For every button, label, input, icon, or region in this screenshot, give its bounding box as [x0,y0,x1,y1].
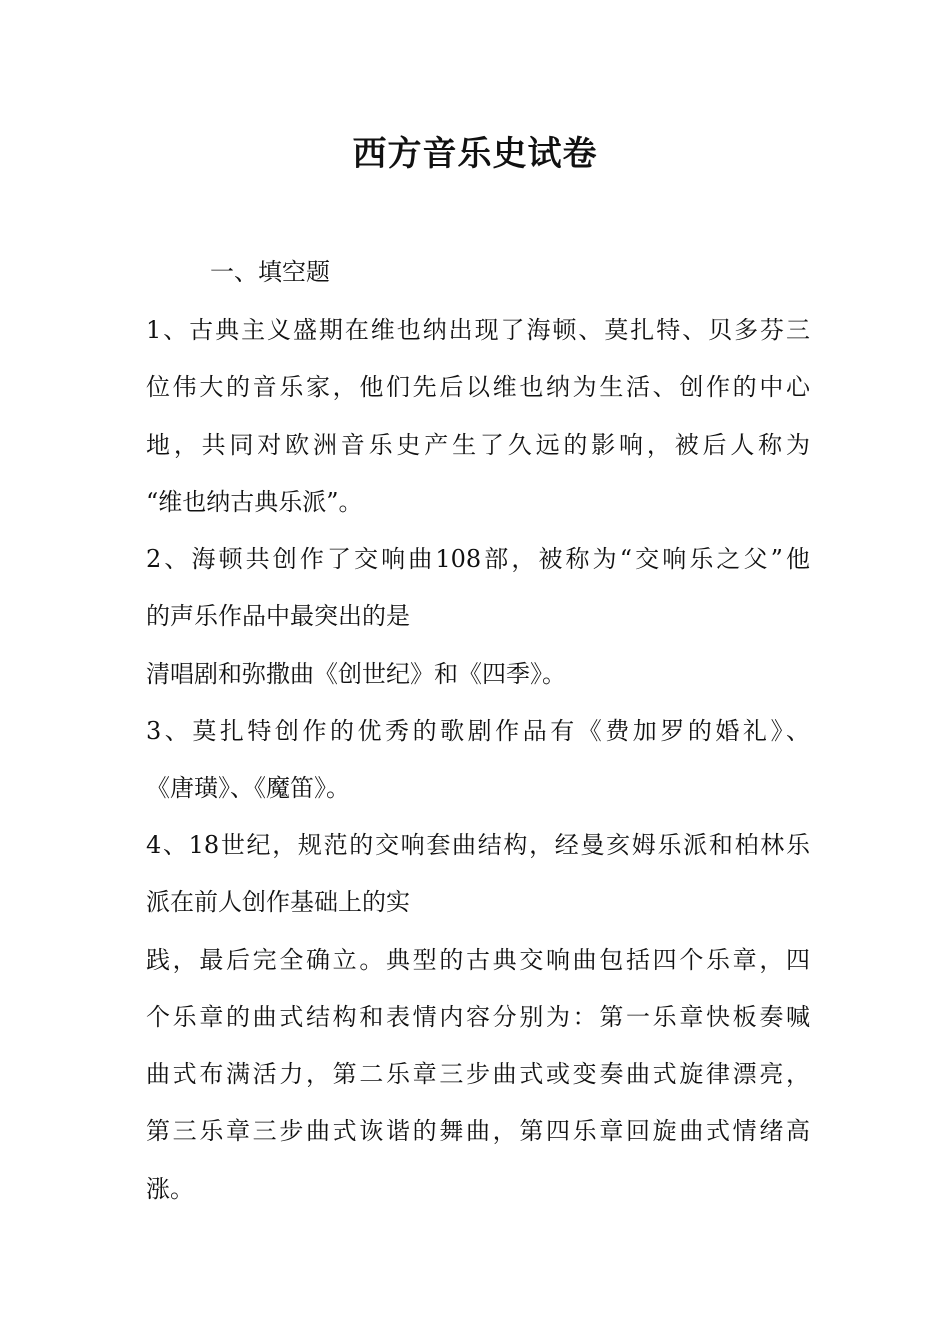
text-line-8: 3、莫扎特创作的优秀的歌剧作品有《费加罗的婚礼》、 [146,717,810,745]
text-line-3: 地，共同对欧洲音乐史产生了久远的影响，被后人称为 [146,431,810,459]
text-line-9: 《唐璜》、《魔笛》。 [146,774,350,802]
section-heading: 一、填空题 [210,258,330,286]
text-line-1: 1、古典主义盛期在维也纳出现了海顿、莫扎特、贝多芬三 [146,316,810,344]
text-line-2: 位伟大的音乐家，他们先后以维也纳为生活、创作的中心 [146,373,810,401]
text-line-6: 的声乐作品中最突出的是 [146,602,410,630]
text-line-7: 清唱剧和弥撒曲《创世纪》和《四季》。 [146,660,566,688]
text-line-5: 2、海顿共创作了交响曲108部，被称为“交响乐之父”他 [146,545,810,573]
text-line-11: 派在前人创作基础上的实 [146,888,410,916]
text-line-12: 践，最后完全确立。典型的古典交响曲包括四个乐章，四 [146,946,810,974]
text-line-16: 涨。 [146,1175,194,1203]
text-line-4: “维也纳古典乐派”。 [146,488,363,516]
text-line-15: 第三乐章三步曲式诙谐的舞曲，第四乐章回旋曲式情绪高 [146,1117,810,1145]
document-title: 西方音乐史试卷 [352,134,598,174]
text-line-10: 4、18世纪，规范的交响套曲结构，经曼亥姆乐派和柏林乐 [146,831,810,859]
text-line-14: 曲式布满活力，第二乐章三步曲式或变奏曲式旋律漂亮， [146,1060,810,1088]
text-line-13: 个乐章的曲式结构和表情内容分别为：第一乐章快板奏喊 [146,1003,810,1031]
